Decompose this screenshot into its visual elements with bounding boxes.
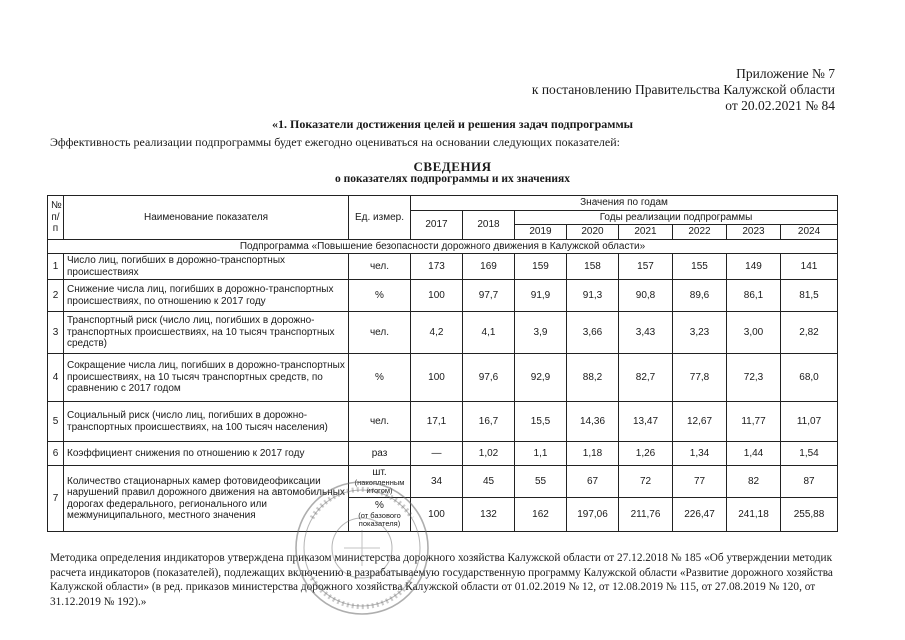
- row-num: 7: [48, 466, 64, 532]
- value-cell: 162: [515, 498, 567, 532]
- value-cell: 11,07: [781, 402, 838, 442]
- header-unit: Ед. измер.: [349, 196, 411, 240]
- value-cell: 16,7: [463, 402, 515, 442]
- value-cell: 4,1: [463, 312, 515, 354]
- appendix-number: Приложение № 7: [736, 66, 835, 81]
- value-cell: 100: [411, 280, 463, 312]
- header-num: № п/п: [48, 196, 64, 240]
- row-name: Снижение числа лиц, погибших в дорожно-транспортных происшествиях, по отношению к 2017 году: [64, 280, 349, 312]
- value-cell: 3,66: [567, 312, 619, 354]
- value-cell: 1,1: [515, 442, 567, 466]
- value-cell: 97,7: [463, 280, 515, 312]
- value-cell: 11,77: [727, 402, 781, 442]
- appendix-date: от 20.02.2021 № 84: [725, 98, 835, 113]
- subprogram-title: Подпрограмма «Повышение безопасности дорожного движения в Калужской области»: [48, 239, 838, 254]
- value-cell: 169: [463, 254, 515, 280]
- unit-note: (от базового показателя): [358, 510, 401, 529]
- value-cell: 158: [567, 254, 619, 280]
- value-cell: 68,0: [781, 354, 838, 402]
- value-cell: 91,3: [567, 280, 619, 312]
- value-cell: 197,06: [567, 498, 619, 532]
- row-unit: %: [349, 280, 411, 312]
- header-year-2023: 2023: [727, 225, 781, 240]
- value-cell: 81,5: [781, 280, 838, 312]
- header-year-2024: 2024: [781, 225, 838, 240]
- row-unit: чел.: [349, 402, 411, 442]
- svedeniya-subheading: о показателях подпрограммы и их значениях: [335, 173, 570, 185]
- value-cell: 34: [411, 466, 463, 498]
- value-cell: 4,2: [411, 312, 463, 354]
- value-cell: 82,7: [619, 354, 673, 402]
- value-cell: 241,18: [727, 498, 781, 532]
- row-num: 2: [48, 280, 64, 312]
- value-cell: 89,6: [673, 280, 727, 312]
- row-unit: %: [349, 354, 411, 402]
- value-cell: 77,8: [673, 354, 727, 402]
- row-num: 1: [48, 254, 64, 280]
- row-name: Сокращение числа лиц, погибших в дорожно-транспортных происшествиях, на 10 тысяч транспортных средств, по сравнению с 2017 годом: [64, 354, 349, 402]
- row-name: Коэффициент снижения по отношению к 2017 году: [64, 442, 349, 466]
- value-cell: 3,23: [673, 312, 727, 354]
- value-cell: 90,8: [619, 280, 673, 312]
- unit-label: шт.: [372, 467, 387, 479]
- section-title: «1. Показатели достижения целей и решения задач подпрограммы: [272, 117, 633, 131]
- row-num: 5: [48, 402, 64, 442]
- value-cell: 149: [727, 254, 781, 280]
- value-cell: 157: [619, 254, 673, 280]
- value-cell: 155: [673, 254, 727, 280]
- header-name: Наименование показателя: [64, 196, 349, 240]
- intro-text: Эффективность реализации подпрограммы будет ежегодно оцениваться на основании следующих показателей:: [50, 135, 620, 149]
- row-num: 4: [48, 354, 64, 402]
- value-cell: 2,82: [781, 312, 838, 354]
- table-row: [48, 354, 838, 402]
- header-year-2021: 2021: [619, 225, 673, 240]
- methodology-note: Методика определения индикаторов утверждена приказом министерства дорожного хозяйства Калужской области от 27.12.2018 № 185 «Об утверждении методик расчета индикаторов (показателей), подлежащих включению в разрабатываемую государственную программу Калужской области «Развитие дорожного хозяйства Калужской области» (в ред. приказов министерства дорожного хозяйства Калужской области от 01.02.2019 № 12, от 12.08.2019 № 115, от 27.08.2019 № 120, от 31.12.2019 № 192).»: [50, 552, 833, 608]
- row-name: Социальный риск (число лиц, погибших в дорожно-транспортных происшествиях, на 100 тысяч населения): [64, 402, 349, 442]
- value-cell: 100: [411, 354, 463, 402]
- value-cell: 3,00: [727, 312, 781, 354]
- value-cell: 88,2: [567, 354, 619, 402]
- value-cell: 77: [673, 466, 727, 498]
- unit-label: %: [375, 500, 384, 512]
- header-year-2020: 2020: [567, 225, 619, 240]
- value-cell: 226,47: [673, 498, 727, 532]
- row-unit: [349, 466, 411, 498]
- header-year-2019: 2019: [515, 225, 567, 240]
- value-cell: —: [411, 442, 463, 466]
- value-cell: 15,5: [515, 402, 567, 442]
- value-cell: 1,34: [673, 442, 727, 466]
- value-cell: 1,44: [727, 442, 781, 466]
- value-cell: 211,76: [619, 498, 673, 532]
- value-cell: 141: [781, 254, 838, 280]
- value-cell: 17,1: [411, 402, 463, 442]
- value-cell: 91,9: [515, 280, 567, 312]
- header-year-2022: 2022: [673, 225, 727, 240]
- row-name: Количество стационарных камер фотовидеофиксации нарушений правил дорожного движения на автомобильных дорогах федерального, регионального или межмуниципального, местного значения: [64, 466, 349, 532]
- table-row: [48, 466, 838, 498]
- value-cell: 86,1: [727, 280, 781, 312]
- value-cell: 100: [411, 498, 463, 532]
- row-name: Число лиц, погибших в дорожно-транспортных происшествиях: [64, 254, 349, 280]
- value-cell: 3,43: [619, 312, 673, 354]
- value-cell: 255,88: [781, 498, 838, 532]
- value-cell: 72: [619, 466, 673, 498]
- value-cell: 159: [515, 254, 567, 280]
- header-year-2018: 2018: [463, 210, 515, 239]
- table-row: [48, 402, 838, 442]
- value-cell: 67: [567, 466, 619, 498]
- value-cell: 14,36: [567, 402, 619, 442]
- value-cell: 1,26: [619, 442, 673, 466]
- value-cell: 12,67: [673, 402, 727, 442]
- value-cell: 82: [727, 466, 781, 498]
- value-cell: 45: [463, 466, 515, 498]
- row-unit: [349, 498, 411, 532]
- value-cell: 87: [781, 466, 838, 498]
- table-row: [48, 312, 838, 354]
- header-year-2017: 2017: [411, 210, 463, 239]
- value-cell: 55: [515, 466, 567, 498]
- value-cell: 72,3: [727, 354, 781, 402]
- header-program-years: Годы реализации подпрограммы: [515, 210, 838, 225]
- value-cell: 1,18: [567, 442, 619, 466]
- table-row: [48, 442, 838, 466]
- value-cell: 173: [411, 254, 463, 280]
- value-cell: 1,02: [463, 442, 515, 466]
- table-row: [48, 280, 838, 312]
- row-unit: раз: [349, 442, 411, 466]
- value-cell: 92,9: [515, 354, 567, 402]
- value-cell: 1,54: [781, 442, 838, 466]
- row-num: 6: [48, 442, 64, 466]
- value-cell: 132: [463, 498, 515, 532]
- header-values-by-year: Значения по годам: [411, 196, 838, 211]
- value-cell: 3,9: [515, 312, 567, 354]
- value-cell: 13,47: [619, 402, 673, 442]
- row-name: Транспортный риск (число лиц, погибших в дорожно-транспортных происшествиях, на 10 тысяч транспортных средств): [64, 312, 349, 354]
- indicators-table: [47, 195, 838, 532]
- table-row: [48, 254, 838, 280]
- value-cell: 97,6: [463, 354, 515, 402]
- row-unit: чел.: [349, 254, 411, 280]
- unit-note: (накопленным итогом): [354, 477, 405, 496]
- appendix-resolution: к постановлению Правительства Калужской области: [531, 82, 835, 97]
- svedeniya-heading: СВЕДЕНИЯ: [413, 159, 492, 174]
- appendix-header: [532, 66, 835, 114]
- row-num: 3: [48, 312, 64, 354]
- row-unit: чел.: [349, 312, 411, 354]
